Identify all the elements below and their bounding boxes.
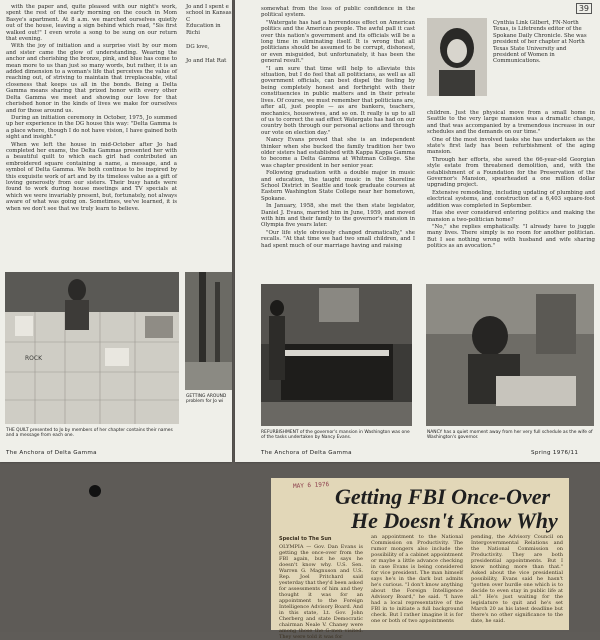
paragraph: somewhat from the loss of public confidence in the political system.: [261, 6, 415, 19]
author-portrait: [427, 18, 487, 96]
fragment: Education in Richi: [186, 23, 221, 36]
paragraph: "No," she replies emphatically. "I already have to juggle many lives. There simply is no room for another politician. But I see nothing wrong with husband and wife sharing politics as an avocation.": [427, 223, 595, 250]
right-footer-left: The Anchora of Delta Gamma: [261, 450, 352, 456]
paragraph: "Our life style obviously changed dramatically," she recalls. "At that time we had two small children, and I had spent much of our marriage having and raising: [261, 229, 415, 249]
right-column-2: [427, 110, 595, 278]
left-magazine-page: [0, 0, 232, 462]
paragraph: Has she ever considered entering politics and making the mansion a two-politician home?: [427, 210, 595, 223]
paragraph: Following graduation with a double major in music and education, the taught music in the Shoreline School District in Seattle and took graduate courses at Eastern Washington State College near her hometown, Spokane.: [261, 170, 415, 202]
left-footer: The Anchora of Delta Gamma: [6, 450, 97, 456]
refurbishment-caption: REFURBISHMENT of the governor's mansion in Washington was one of the tasks undertaken by Nancy Evans.: [261, 430, 410, 441]
paragraph: One of the most involved tasks she has undertaken as the state's first lady has been refurbishment of the aging mansion.: [427, 136, 595, 156]
paragraph: During an initiation ceremony in October, 1975, Jo summed up her experience in the DG house this way: "Delta Gamma is a place where, though I do not have vision, I have gained both sight and insight.": [6, 114, 177, 141]
page-number: 39: [576, 3, 592, 14]
nancy-photo: [426, 284, 594, 426]
refurbishment-image: [261, 284, 412, 426]
author-bio-text: Cynthia Link Gilbert, FN-North Texas, is Lifetrends editor of the Spokane Daily Chronicle. She was president of her chapter at North Texas State University and president of Women in Communications.: [493, 20, 587, 65]
nancy-image: [426, 284, 594, 426]
paragraph: "Watergate has had a horrendous effect on American politics and the American people. The awful pall it cast over this nation's government and its officials will be a long time in eliminating itself. It is wrong that all politicians should be assumed to be corrupt, dishonest, or even misguided, but unfortunately, it has been the general result.": [261, 19, 415, 65]
quilt-photo: [5, 272, 179, 424]
clipping-column-1: OLYMPIA — Gov. Dan Evans is getting the once-over from the FBI again, but he says he doesn't know why. U.S. Sen. Warren G. Magnuson and U.S. Rep. Joel Pritchard said yesterday that they'd been asked for assessments of him and they thought it was for an appointment to the Foreign Intelligence Advisory Board. And in this state, Lt. Gov. John Cherberg and state Democratic chairman Neale V. Chaney were among those the G-men visited. They were told it was for: [279, 544, 363, 640]
paragraph: Through her efforts, she saved the 66-year-old Georgian style estate from threatened demolition, and, with the establishment of a Foundation for the Preservation of the Governor's Mansion, spearheaded a one million dollar upgrading project.: [427, 156, 595, 189]
left-column-1: [6, 4, 177, 270]
paragraph: In January, 1958, she met the then state legislator, Daniel J. Evans, married him in June, 1959, and moved with him and their family to the governor's mansion in Olympia five years later.: [261, 203, 415, 229]
author-portrait-image: [427, 18, 487, 96]
quilt-photo-image: [5, 272, 179, 424]
paragraph: children. Just the physical move from a small home in Seattle to the very large mansion was a dramatic change, and that was accompanied by a tremendous increase in our schedules and the demands on our time.": [427, 110, 595, 136]
quilt-caption: THE QUILT presented to Jo by members of her chapter contains their names and a message from each one.: [6, 428, 173, 439]
paragraph: "I am sure that time will help to alleviate this situation, but I do feel that all politicians, as well as all government officials, can best dispel the feeling by being completely honest and forthright with their constituencies in public matters and in their private lives. Of course, we must remember that politicians are, after all, just people — as are bankers, teachers, mechanics, housewives, and so on. It really is up to all of us to correct the sad effect Watergate has had on our country both through our personal actions and through our vote on election day.": [261, 65, 415, 136]
paragraph: With the joy of initiation and a surprise visit by our mom and sister came the glow of understanding. Wearing the anchor and cherishing the bronze, pink, and blue has come to mean more to us than just so many words, but rather, it is an added dimension to a woman's life that perceives the value of reaching out, of striving to maintain that irreplaceable, vital closeness that keeps us all in the bonds. Being a Delta Gamma means sharing that prized honor with every other Delta Gamma we meet and showing our love for that cherished honor in the kinds of lives we make for ourselves and for those around us.: [6, 43, 177, 114]
fragment: Jo and I spent e: [186, 4, 229, 10]
getting-around-photo: [185, 272, 232, 390]
clipping-column-2: an appointment to the National Commission on Productivity. The rumor mongers also include the possibility of a cabinet appointment or maybe a little advance checking in case Evans is being considered for vice president. The man himself says he's in the dark but admits he's curious. "I don't know anything about the Foreign Intelligence Advisory Board," he said. "I have had a local representative of the FBI in to initiate a full background check. But I rather imagine it is for one or both of two appointments: [371, 534, 463, 624]
right-column-1: [261, 6, 415, 276]
left-column-2-fragment: [186, 4, 232, 154]
newspaper-clipping: [271, 478, 569, 640]
fragment: DG love,: [186, 44, 210, 51]
getting-around-caption: GETTING AROUND problem for Jo wi: [186, 394, 227, 405]
special-credit: Special to The Sun: [279, 536, 332, 542]
refurbishment-photo: [261, 284, 412, 426]
right-footer-right: Spring 1976/11: [531, 450, 579, 456]
right-magazine-page: [235, 0, 600, 462]
fragment: school in Kansas C: [186, 10, 232, 23]
quilt-label: ROCK: [25, 355, 43, 362]
paragraph: with the paper and, quite pleased with our night's work, spent the rest of the early morning on the couch in Mom Basye's apartment. At 8 a.m. we marched ourselves quietly out of the house, leaving a sign behind which read, "Sis first walked out!" I even wrote a song to be sung on our return that evening.: [6, 4, 177, 43]
binder-hole: [89, 485, 101, 497]
headline-line-2: He Doesn't Know Why: [351, 508, 558, 533]
fragment: Jo and Hat Rat: [186, 58, 227, 65]
nancy-caption: NANCY has a quiet moment away from her very full schedule as the wife of Washington's governor.: [427, 430, 593, 441]
getting-around-image: [185, 272, 232, 390]
author-bio-box: [427, 18, 595, 98]
paragraph: Nancy Evans proved that she is an independent thinker when she bucked the family tradition her two older sisters had established with Kappa Kappa Gamma to become a Delta Gamma at Whitman College. She was chapter president in her senior year.: [261, 137, 415, 169]
date-stamp: MAY 6 1976: [292, 481, 330, 490]
headline-line-1: Getting FBI Once-Over: [335, 484, 551, 509]
paragraph: Extensive remodeling, including updating of plumbing and electrical systems, and construction of a 6,403 square-foot addition was completed in September.: [427, 189, 595, 209]
clipping-column-3: pending, the Advisory Council on Intergovernmental Relations and the National Commission on Productivity. They are both presidential appointments. But I know nothing more than that." Asked about the vice presidential possibility, Evans said he hasn't "gotten over hurdle one which is to decide to even stay in public life at all." He's just waiting for the legislature to quit and he's set March 20 as his latest deadline but there's no other significance to the date, he said.: [471, 534, 563, 624]
paragraph: When we left the house in mid-October after Jo had completed her exams, the Delta Gammas presented her with a beautiful quilt to which each girl had contributed an embroidered square containing a name, a message, and a symbol of Delta Gamma. We both continue to be inspired by this exquisite work of art and by its timeless value as a gift of loving generosity from our sisters. Their busy hands were found to work during house meetings and TV specials at which we were invariably present, but, fortunately, not always aware of what was going on. Sometimes, we've learned, it is when we don't see that we truly learn to believe.: [6, 141, 177, 212]
